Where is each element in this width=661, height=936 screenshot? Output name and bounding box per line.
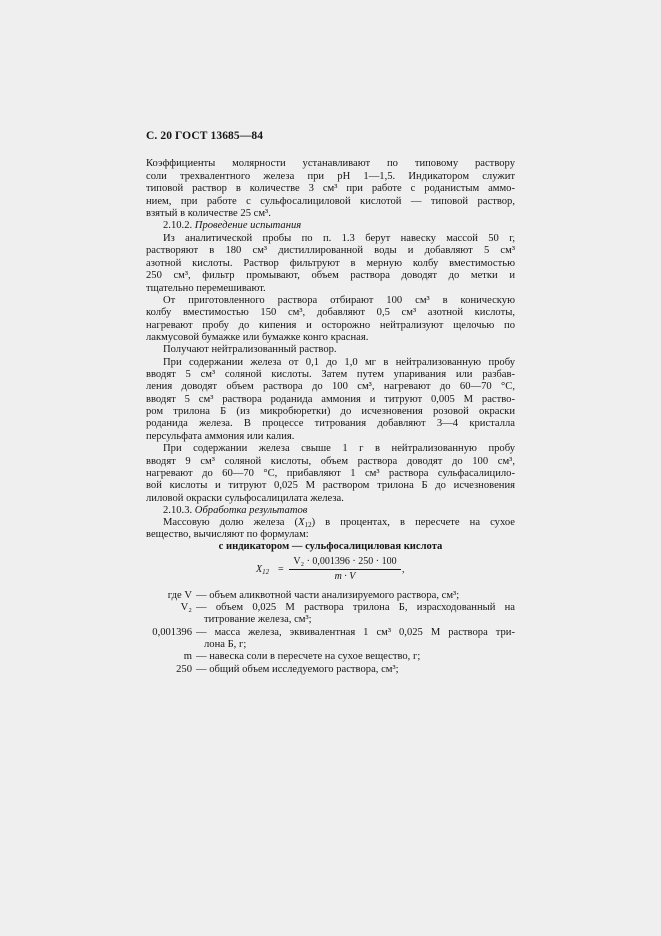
section-title: Проведение испытания [194,220,302,231]
formula-variable: X [256,564,263,575]
text-line: 250 см³, фильтр промывают, объем раствора доводят до метки и [146,270,515,281]
definition-term: 0,001396 [152,627,192,638]
text-fragment: ) в процентах, в пересчете на сухое [311,517,516,528]
formula-caption: с индикатором — сульфосалициловая кислота [218,541,443,552]
text-line: лакмусовой бумажке или бумажке конго красная. [146,332,369,343]
definition-term: 250 [176,664,192,675]
text-line: нагревают до 60—70 °С, прибавляют 1 см³ раствора сульфасалицило- [146,468,515,479]
text-line: вводят 5 см³ соляной кислоты. Затем путем упаривания или разбав- [146,369,515,380]
text-line: вещество, вычисляют по формулам: [146,529,309,540]
definition-text: — объем 0,025 М раствора трилона Б, израсходованный на [196,602,515,613]
fraction-bar [289,569,401,570]
formula-lhs [256,564,269,575]
variable: X [298,517,305,528]
definition-text: — объем аликвотной части анализируемого раствора, см³; [196,590,460,601]
formula-comma: , [402,564,405,575]
text-line: ления доводят объем раствора до 100 см³, нагревают до 60—70 °С, [146,381,515,392]
text-line: тщательно перемешивают. [146,283,266,294]
text-line: вводят 9 см³ соляной кислоты, объем раствора доводят до 100 см³, [146,456,515,467]
text-line: нием, при работе с сульфосалициловой кислотой — типовой раствор, [146,196,515,207]
text-line: роданида железа. В процессе титрования добавляют 3—4 кристалла [146,418,515,429]
definition-term: где V [167,590,192,601]
text-line: колбу вместимостью 150 см³, добавляют 0,5 см³ азотной кислоты, [146,307,515,318]
text-line: От приготовленного раствора отбирают 100 см³ в коническую [163,295,515,306]
formula-equals: = [278,564,284,575]
text-line: вой кислоты и титруют 0,025 М раствором трилона Б до исчезновения [146,480,515,491]
formula-denominator: m · V [334,571,356,582]
formula-x12 [256,556,416,586]
section-number: 2.10.3. [163,505,193,516]
definition-text: — навеска соли в пересчете на сухое вещество, г; [196,651,421,662]
text-line: Получают нейтрализованный раствор. [163,344,337,355]
page-header: С. 20 ГОСТ 13685—84 [146,130,264,142]
text-line: Коэффициенты молярности устанавливают по типовому раствору [146,158,515,169]
text-fragment: Массовую долю железа ( [163,517,299,528]
text-line: типовой раствор в количестве 3 см³ при работе с роданистым аммо- [146,183,515,194]
formula-numerator: V₂ · 0,001396 · 250 · 100 [293,556,397,567]
section-title: Обработка результатов [194,505,308,516]
definition-text: — масса железа, эквивалентная 1 см³ 0,025 М раствора три- [196,627,515,638]
formula-subscript: 12 [262,568,270,576]
section-heading-2-10-2 [163,220,515,233]
text-line: взятый в количестве 25 см³. [146,208,271,219]
text-line: вводят 5 см³ раствора роданида аммония и титруют 0,005 М раство- [146,394,515,405]
text-line: При содержании железа свыше 1 г в нейтрализованную пробу [163,443,515,454]
text-line: нагревают пробу до кипения и осторожно нейтрализуют щелочью по [146,320,515,331]
subscript: 12 [304,521,312,529]
definition-term: V₂ [180,602,192,613]
text-line: азотной кислоты. Раствор фильтруют в мерную колбу вместимостью [146,258,515,269]
text-line: персульфата аммония или калия. [146,431,295,442]
section-number: 2.10.2. [163,220,193,231]
definition-text: лона Б, г; [204,639,247,650]
text-line: растворяют в 180 см³ дистиллированной воды и добавляют 5 см³ [146,245,515,256]
text-line: лиловой окраски сульфосалицилата железа. [146,493,344,504]
text-line: Из аналитической пробы по п. 1.3 берут навеску массой 50 г, [163,233,515,244]
definition-text: — общий объем исследуемого раствора, см³; [196,664,399,675]
text-line: ром трилона Б (из микробюретки) до исчезновения розовой окраски [146,406,515,417]
definition-text: титрование железа, см³; [204,614,312,625]
text-line: соли трехвалентного железа при pH 1—1,5. Индикатором служит [146,171,515,182]
text-line: При содержании железа от 0,1 до 1,0 мг в нейтрализованную пробу [163,357,515,368]
definition-term: m [183,651,192,662]
